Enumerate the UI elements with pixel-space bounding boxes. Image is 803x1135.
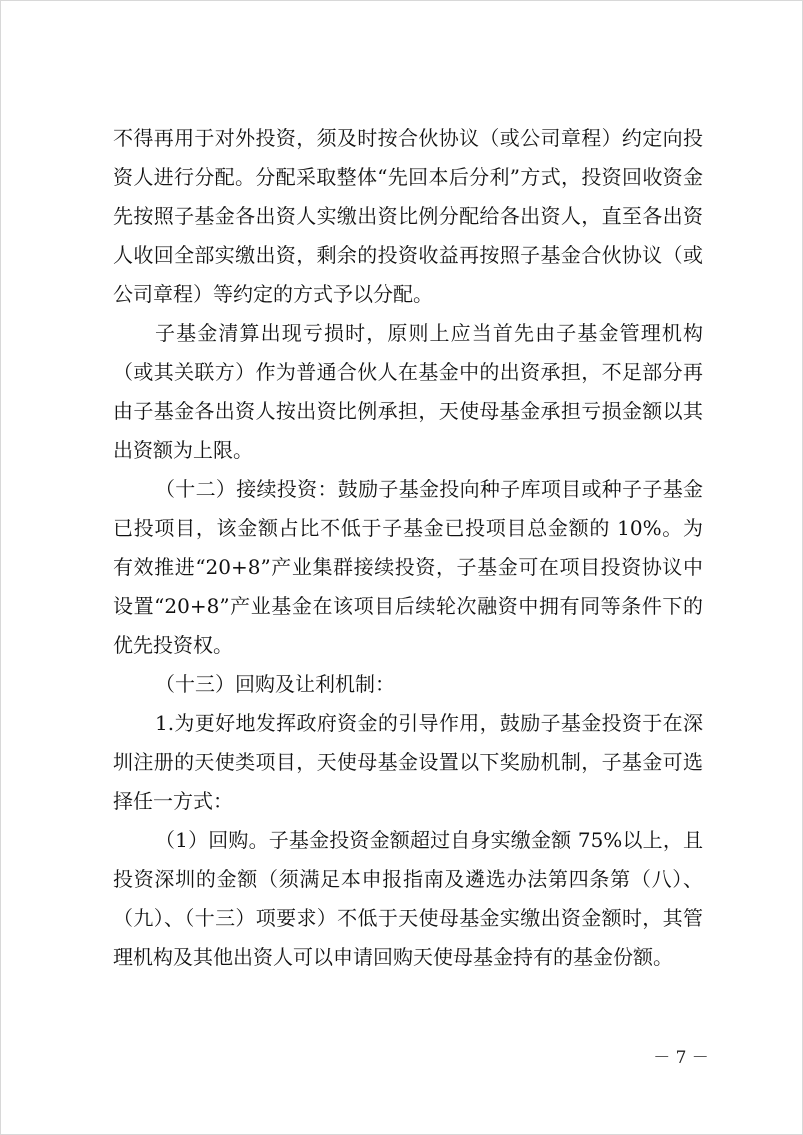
paragraph-incentive-mechanism: 1.为更好地发挥政府资金的引导作用，鼓励子基金投资于在深圳注册的天使类项目，天使母基金设置以下奖励机制，子基金可选择任一方式：	[113, 711, 703, 813]
page-number: － 7 －	[653, 1048, 709, 1068]
paragraph-liquidation-loss: 子基金清算出现亏损时，原则上应当首先由子基金管理机构（或其关联方）作为普通合伙人在基金中的出资承担，不足部分再由子基金各出资人按出资比例承担，天使母基金承担亏损金额以其出资额为上限。	[113, 321, 703, 462]
paragraph-distribution: 不得再用于对外投资，须及时按合伙协议（或公司章程）约定向投资人进行分配。分配采取整体“先回本后分利”方式，投资回收资金先按照子基金各出资人实缴出资比例分配给各出资人，直至各出资人收回全部实缴出资，剩余的投资收益再按照子基金合伙协议（或公司章程）等约定的方式予以分配。	[113, 126, 703, 306]
paragraph-buyback-heading: （十三）回购及让利机制：	[155, 672, 395, 696]
document-body	[113, 119, 703, 977]
paragraph-buyback-option: （1）回购。子基金投资金额超过自身实缴金额 75%以上，且投资深圳的金额（须满足本申报指南及遴选办法第四条第（八）、（九）、（十三）项要求）不低于天使母基金实缴出资金额时，其管理机构及其他出资人可以申请回购天使母基金持有的基金份额。	[113, 828, 703, 969]
paragraph-follow-on-investment: （十二）接续投资：鼓励子基金投向种子库项目或种子子基金已投项目，该金额占比不低于子基金已投项目总金额的 10%。为有效推进“20+8”产业集群接续投资，子基金可在项目投资协议中设置“20+8”产业基金在该项目后续轮次融资中拥有同等条件下的优先投资权。	[113, 477, 703, 657]
